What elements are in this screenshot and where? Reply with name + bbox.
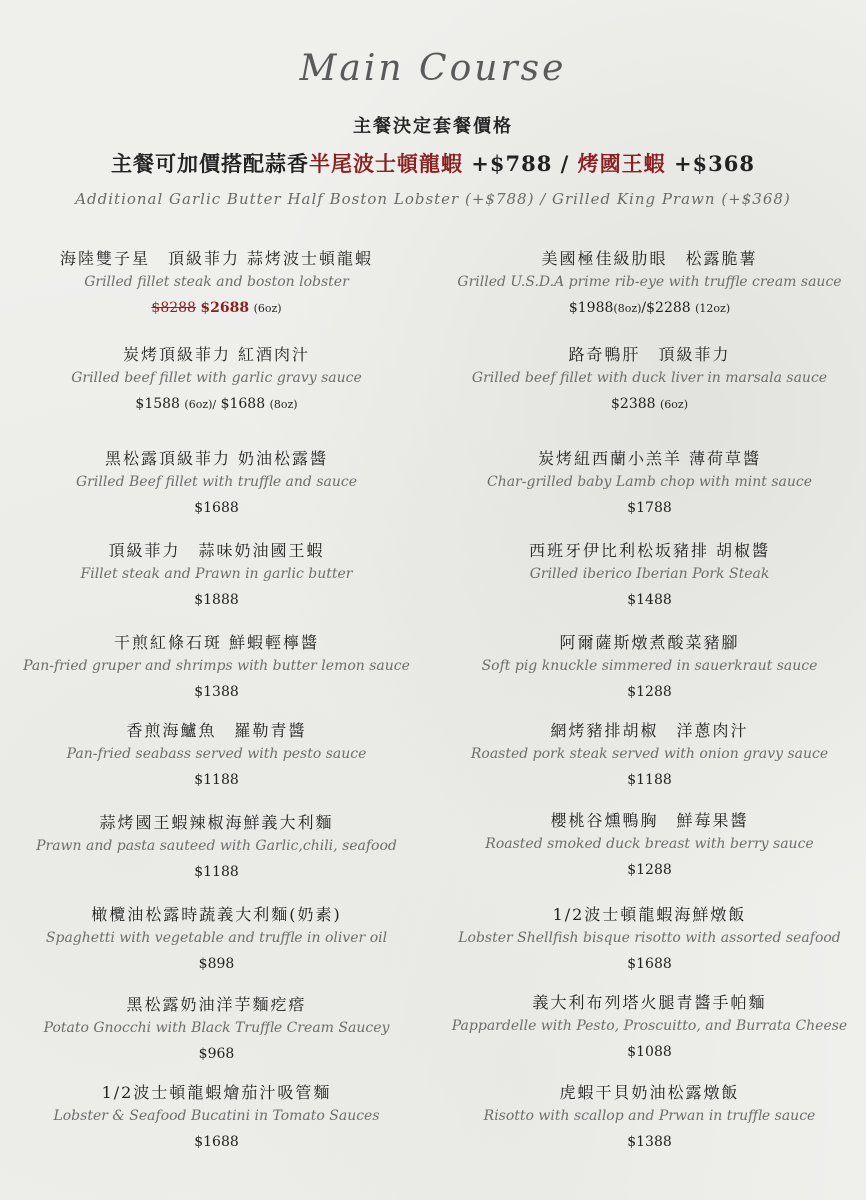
portion-size-2: (12oz)	[695, 302, 731, 315]
addon-text-c: +$788 /	[462, 151, 578, 176]
menu-item	[0, 812, 433, 882]
menu-item	[0, 720, 433, 790]
item-name-zh: 網烤豬排胡椒 洋蔥肉汁	[550, 721, 749, 740]
menu-item	[433, 540, 866, 610]
menu-item	[0, 344, 433, 415]
item-name-en: Roasted pork steak served with onion gravy sauce	[470, 746, 829, 762]
menu-item	[0, 632, 433, 702]
price-value: $2388	[611, 396, 656, 412]
item-name-en: Grilled iberico Iberian Pork Steak	[529, 566, 770, 582]
menu-item	[433, 720, 866, 790]
item-price: $968	[198, 1046, 235, 1062]
item-name-zh: 橄欖油松露時蔬義大利麵(奶素)	[91, 905, 342, 924]
item-name-en: Lobster & Seafood Bucatini in Tomato Sauces	[53, 1108, 380, 1124]
set-price-note: 主餐決定套餐價格	[353, 116, 513, 137]
price-value-2: /$2288	[641, 300, 691, 316]
item-name-en: Pan-fried seabass served with pesto sauce	[66, 746, 367, 762]
menu-item	[433, 344, 866, 415]
item-name-en: Pappardelle with Pesto, Proscuitto, and Burrata Cheese	[451, 1018, 848, 1034]
item-name-zh: 炭烤頂級菲力 紅酒肉汁	[122, 345, 311, 364]
item-price	[0, 298, 433, 319]
item-name-en: Grilled fillet steak and boston lobster	[84, 274, 349, 290]
item-name-en: Potato Gnocchi with Black Truffle Cream Saucey	[43, 1020, 390, 1036]
item-name-en: Soft pig knuckle simmered in sauerkraut sauce	[481, 658, 818, 674]
item-price: $1688	[194, 1134, 239, 1150]
item-name-en: Grilled Beef fillet with truffle and sauce	[75, 474, 358, 490]
menu-item	[0, 540, 433, 610]
item-name-en: Spaghetti with vegetable and truffle in oliver oil	[45, 930, 388, 946]
item-name-zh: 義大利布列塔火腿青醬手帕麵	[532, 993, 767, 1012]
item-name-en: Grilled U.S.D.A prime rib-eye with truffle cream sauce	[457, 274, 842, 290]
portion-size: (6oz)	[660, 398, 688, 411]
item-name-zh: 阿爾薩斯燉煮酸菜豬腳	[559, 633, 740, 652]
item-price: $1288	[627, 684, 672, 700]
item-name-en: Prawn and pasta sauteed with Garlic,chili, seafood	[36, 838, 397, 854]
menu-item	[433, 904, 866, 974]
item-name-zh: 黑松露頂級菲力 奶油松露醬	[104, 449, 329, 468]
original-price: $8288	[151, 300, 196, 316]
price-value: $1988	[568, 300, 614, 316]
addon-prawn: 烤國王蝦	[577, 151, 666, 176]
item-name-zh: 香煎海鱸魚 羅勒青醬	[126, 721, 307, 740]
item-price: $1388	[627, 1134, 672, 1150]
menu-item	[0, 994, 433, 1064]
item-price	[433, 298, 866, 319]
item-name-zh: 1/2波士頓龍蝦燴茄汁吸管麵	[101, 1083, 332, 1102]
item-price: $1688	[194, 500, 239, 516]
item-name-en: Lobster Shellfish bisque risotto with assorted seafood	[458, 930, 841, 946]
item-name-zh: 海陸雙子星 頂級菲力 蒜烤波士頓龍蝦	[59, 249, 374, 268]
item-name-zh: 櫻桃谷燻鴨胸 鮮莓果醬	[550, 811, 749, 830]
menu-item	[433, 248, 866, 319]
portion-size: (8oz)	[613, 302, 642, 315]
price-value: $1588	[135, 396, 180, 412]
item-name-en: Grilled beef fillet with duck liver in marsala sauce	[471, 370, 828, 386]
item-price: $898	[198, 956, 235, 972]
item-price: $1088	[627, 1044, 672, 1060]
item-price: $1488	[627, 592, 672, 608]
menu-title: Main Course	[299, 48, 567, 89]
item-name-en: Grilled beef fillet with garlic gravy sauce	[71, 370, 362, 386]
addon-lobster: 半尾波士頓龍蝦	[308, 151, 463, 176]
item-price: $1688	[627, 956, 672, 972]
item-name-en: Pan-fried gruper and shrimps with butter lemon sauce	[23, 658, 410, 674]
item-price: $1388	[194, 684, 239, 700]
menu-item	[433, 992, 866, 1062]
menu-item	[433, 632, 866, 702]
addon-text-a: 主餐可加價搭配蒜香	[110, 151, 309, 176]
item-price: $1888	[194, 592, 239, 608]
item-price: $1288	[627, 862, 672, 878]
item-price	[0, 394, 433, 415]
item-name-zh: 西班牙伊比利松坂豬排 胡椒醬	[528, 541, 771, 560]
item-name-zh: 虎蝦干貝奶油松露燉飯	[559, 1083, 740, 1102]
item-name-zh: 干煎紅條石斑 鮮蝦輕檸醬	[113, 633, 320, 652]
item-price: $1188	[194, 864, 239, 880]
item-name-zh: 黑松露奶油洋芋麵疙瘩	[126, 995, 307, 1014]
item-name-en: Char-grilled baby Lamb chop with mint sauce	[486, 474, 812, 490]
item-name-en: Risotto with scallop and Prwan in truffle sauce	[483, 1108, 816, 1124]
item-name-zh: 蒜烤國王蝦辣椒海鮮義大利麵	[99, 813, 334, 832]
portion-size-2: (8oz)	[269, 398, 298, 411]
item-name-zh: 1/2波士頓龍蝦海鮮燉飯	[552, 905, 747, 924]
menu-item	[0, 904, 433, 974]
price-value-2: $1688	[220, 396, 266, 412]
item-price: $1788	[627, 500, 672, 516]
sale-price: $2688	[200, 300, 250, 316]
item-name-zh: 美國極佳級肋眼 松露脆薯	[541, 249, 758, 268]
menu-item	[0, 248, 433, 319]
menu-item	[433, 1082, 866, 1152]
portion-size: (6oz)/	[184, 398, 217, 411]
item-name-zh: 頂級菲力 蒜味奶油國王蝦	[108, 541, 325, 560]
menu-item	[433, 810, 866, 880]
item-price: $1188	[194, 772, 239, 788]
item-name-en: Fillet steak and Prawn in garlic butter	[80, 566, 353, 582]
item-price: $1188	[627, 772, 672, 788]
addon-line-english: Additional Garlic Butter Half Boston Lobster (+$788) / Grilled King Prawn (+$368)	[75, 190, 791, 208]
item-name-zh: 路奇鴨肝 頂級菲力	[568, 345, 731, 364]
portion-size: (6oz)	[253, 302, 282, 315]
addon-text-e: +$368	[665, 151, 755, 176]
addon-line-chinese	[0, 148, 866, 178]
item-name-zh: 炭烤紐西蘭小羔羊 薄荷草醬	[537, 449, 762, 468]
menu-item	[433, 448, 866, 518]
item-price	[433, 394, 866, 415]
menu-item	[0, 448, 433, 518]
menu-item	[0, 1082, 433, 1152]
item-name-en: Roasted smoked duck breast with berry sauce	[485, 836, 814, 852]
